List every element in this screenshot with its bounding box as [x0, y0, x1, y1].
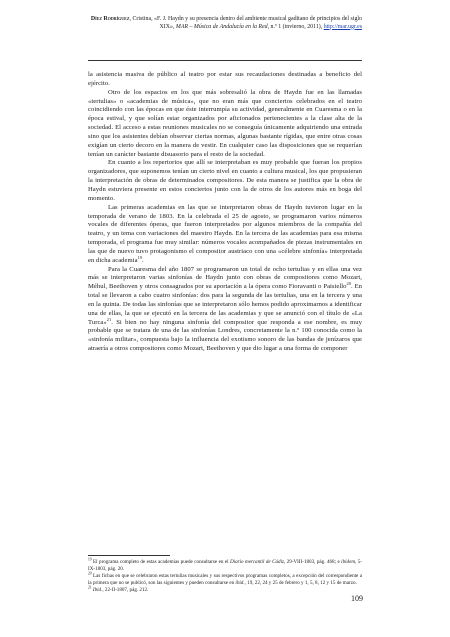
paragraph-text: . Si bien no hay ninguna sinfonía del compositor que responda a ese nombre, es muy probable que se tratara de una de las sinfonías Londres, concretamente la n.º 100 conocida como la «sinfonía militar», compuesta bajo la influencia del exotismo sonoro de las bandas de jenízaros que atraería a otros compositores como Mozart, Beethoven y que dio lugar a una forma de componer — [88, 318, 362, 353]
footnote-number: 20 — [88, 571, 92, 576]
footnote-source-title: ibidem — [341, 559, 356, 565]
footnote-text: El programa completo de estas academias puede consultarse en el — [93, 559, 231, 565]
footnote — [88, 557, 362, 576]
running-header — [88, 16, 362, 31]
footnote-source-title: Ibid. — [92, 586, 103, 593]
footnote-text: , 29-VIII-1803, pág. 468; e — [283, 559, 342, 565]
paragraph — [88, 266, 362, 354]
paragraph-text: . En total se llevaron a cabo cuatro sinfonías: dos para la segunda de las tertulias, una en la tercera y una en la quinta. De todas las sinfonías que se interpretaron sólo hemos podido aproximarnos a identificar una de ellas, la que se ejecutó en la tercera de las academias y que se anunció con el título de «La Turca» — [88, 283, 363, 326]
header-divider — [88, 60, 362, 61]
header-citation-part2: , n.º 1 (invierno, 2011), — [267, 23, 323, 30]
header-url-link[interactable]: http://mar.ugr.es — [323, 23, 362, 30]
paragraph-text: Las primeras academias en las que se interpretaron obras de Haydn tuvieron lugar en la temporada de verano de 1803. En la celebrada el 25 de agosto, se programaron varios números vocales de diferentes óperas, que fueron interpretados por algunos miembros de la compañía del teatro, y un tema con variaciones del maestro Haydn. En la tercera de las academias para esa misma temporada, el programa fue muy similar: números vocales acompañados de piezas instrumentales en las que de nuevo tuvo protagonismo el compositor austriaco con una «célebre sinfonía» interpretada en dicha academia — [88, 203, 362, 264]
paragraph: la asistencia masiva de público al teatro por estar sus recaudaciones destinadas a beneficio del ejército. — [88, 71, 362, 87]
footnote — [88, 573, 362, 587]
footnote — [88, 584, 362, 594]
footnote-text: Las fichas en que se celebraron estas tertulias musicales y sus respectivos programas completos, a excepción del correspondiente a la primera que no se publicó, son las siguientes y pueden consultarse en — [88, 572, 362, 586]
paragraph: Otro de los espacios en los que más sobresalió la obra de Haydn fue en las llamadas «tertulias» o «academias de música», que no eran más que conciertos celebrados en el teatro coincidiendo con las épocas en que éste interrumpía su actividad, generalmente en Cuaresma o en la época estival, y que solían estar organizados por aficionados pertenecientes a la clase alta de la sociedad. El acceso a estas reuniones musicales no se conseguía únicamente adquiriendo una entrada sino que los asistentes debían observar ciertas normas, algunas bastante rígidas, que entre otras cosas exigían un cierto decoro en la manera de vestir. En cualquier caso las disposiciones que se requerían tenían un carácter bastante disuasorio para el resto de la sociedad. — [88, 88, 362, 158]
header-journal: MAR – Música de Andalucía en la Red — [175, 23, 268, 30]
footnote-text: , 5-IX-1803, pág. 20. — [88, 559, 362, 572]
footnote-number: 19 — [88, 557, 92, 562]
footnote-ref[interactable]: 20 — [346, 281, 352, 287]
header-author: Díez Rodríguez — [90, 16, 130, 22]
footnote-text: , 22-II-1807, pág. 212. — [102, 586, 149, 593]
footnote-number: 21 — [88, 584, 92, 589]
footnote-ref[interactable]: 21 — [106, 316, 112, 322]
footnote-source-title: ibid. — [235, 579, 245, 586]
page-number: 109 — [351, 594, 363, 603]
paragraph: En cuanto a los repertorios que allí se interpretaban es muy probable que fueran los propios organizadores, que suponemos tenían un cierto nivel en cuanto a cultura musical, los que propusieran la interpretación de obras de determinados compositores. De esta manera se justifica que la obra de Haydn estuviera presente en estos conciertos junto con la de otros de los autores más en boga del momento. — [88, 159, 362, 202]
header-citation-part1: , Cristina, «F. J. Haydn y su presencia dentro del ambiente musical gaditano de principios del siglo XIX», — [129, 16, 362, 30]
footnote-text: , 19, 22, 24 y 25 de febrero y 1, 5, 8, 12 y 15 de marzo. — [244, 579, 357, 586]
paragraph-text: Para la Cuaresma del año 1807 se programaron un total de ocho tertulias y en ellas una vez más se interpretaron varias sinfonías de Haydn junto con obras de compositores como Mozart, Méhul, Beethoven y otros consagrados por su aportación a la ópera como Fioravanti o Paisiello — [88, 265, 362, 291]
footnotes — [88, 559, 362, 594]
footnote-source-title: Diario mercantil de Cádiz — [230, 559, 284, 565]
paragraph: Las primeras academias en las que se interpretaron obras de Haydn tuvieron lugar en la temporada de verano de 1803. En la celebrada el 25 de agosto, se programaron varios números vocales de diferentes óperas, que fueron interpretados por algunos miembros de la compañía del teatro, y un tema con variaciones del maestro Haydn. En la tercera de las academias para esa misma temporada, el programa fue muy similar: números vocales acompañados de piezas instrumentales en las que de nuevo tuvo protagonismo el compositor austriaco con una «célebre sinfonía» interpretada en dicha academia$^{19}$. — [88, 203, 362, 264]
footnote-divider — [88, 555, 170, 556]
footnote-ref[interactable]: 19 — [137, 254, 143, 260]
body-text — [88, 71, 362, 354]
